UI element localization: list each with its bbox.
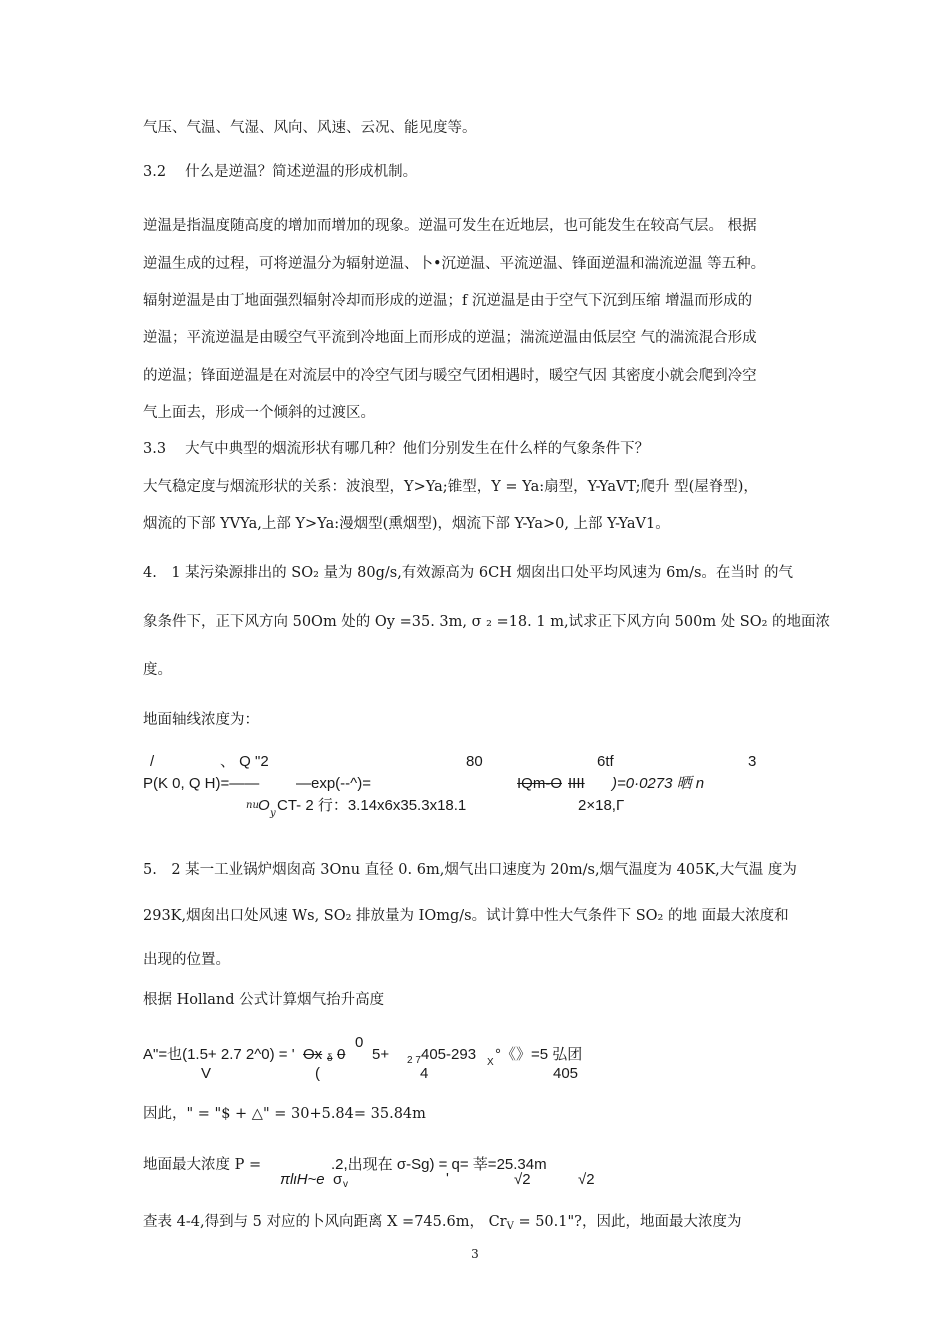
text-line: 度。 [143, 662, 172, 678]
text-line: 大气稳定度与烟流形状的关系：波浪型，Y>Ya;锥型，Y = Ya:扇型，Y-YaVT;爬升 型(屋脊型)， [143, 479, 758, 495]
eq2-text: 2 7 [407, 1055, 421, 1066]
text-line: 辐射逆温是由丁地面强烈辐射冷却而形成的逆温；f 沉逆温是由于空气下沉到压缩 增温而形成的 [143, 293, 753, 309]
eq2-text: 4 [420, 1065, 429, 1082]
eq1-text: IQm-O [517, 775, 562, 792]
eq3-text: σ [333, 1171, 343, 1188]
eq3-text: .2,出现在 σ-Sg) = q= 莘=25.34m [331, 1156, 547, 1173]
eq3-text: ' [446, 1170, 449, 1187]
eq1-text: 3 [748, 753, 757, 770]
eq2-text: 0 [355, 1034, 364, 1051]
eq1-text: IIII [568, 775, 585, 792]
question-3-3: 3.3 大气中典型的烟流形状有哪几种？他们分别发生在什么样的气象条件下？ [143, 441, 650, 457]
eq2-text: A"=也(1.5+ 2.7 2^0) = ' [143, 1046, 295, 1063]
text-line: 根据 Holland 公式计算烟气抬升高度 [143, 992, 385, 1008]
eq2-text: 5+ [372, 1046, 390, 1063]
eq1-text: )=0·0273 晒 n [612, 775, 705, 792]
eq1-text: —exp(--^)= [296, 775, 371, 792]
text-segment: = 50.1"?，因此，地面最大浓度为 [513, 1214, 742, 1230]
text-line: 烟流的下部 YVYa,上部 Y>Ya:漫烟型(熏烟型)，烟流下部 Y-Ya>0, 上部 Y-YaV1。 [143, 516, 670, 532]
eq1-text: 2×18,Γ [578, 797, 625, 814]
text-line: 出现的位置。 [143, 952, 230, 968]
eq1-text: 80 [466, 753, 483, 770]
text-line: 地面轴线浓度为： [143, 712, 259, 728]
question-3-2: 3.2 什么是逆温？简述逆温的形成机制。 [143, 164, 418, 180]
eq1-text: y [270, 808, 276, 819]
eq3-text: v [343, 1179, 348, 1190]
eq2-text: δ [327, 1053, 333, 1064]
eq3-text: 地面最大浓度 P = [143, 1157, 262, 1173]
eq2-text: °《》=5 弘团 [495, 1046, 583, 1063]
eq1-text: CT- 2 行：3.14x6x35.3x18.1 [277, 797, 467, 814]
eq1-text: 6tf [597, 753, 614, 770]
text-line: 气上面去，形成一个倾斜的过渡区。 [143, 405, 375, 421]
text-line: 293K,烟囱出口处风速 Ws, SO₂ 排放量为 IOmg/s。试计算中性大气条件下 SO₂ 的地 面最大浓度和 [143, 908, 789, 924]
eq1-text: / [150, 753, 155, 770]
eq1-text: 、 Q "2 [220, 753, 269, 770]
eq2-text: V [201, 1065, 212, 1082]
subscript-v: V [506, 1221, 514, 1232]
eq3-text: πlιH~e [280, 1171, 325, 1188]
eq2-text: 405-293 [421, 1046, 477, 1063]
text-line: 逆温是指温度随高度的增加而增加的现象。逆温可发生在近地层，也可能发生在较高气层。 根据 [143, 218, 757, 234]
problem-5-2: 5. 2 某一工业锅炉烟囱高 3Onu 直径 0. 6m,烟气出口速度为 20m∕s,烟气温度为 405K,大气温 度为 [143, 862, 797, 878]
eq1-text: P(K 0, Q H)=—— [143, 775, 260, 792]
eq2-text: Ox [303, 1046, 323, 1063]
text-line: 象条件下，正下风方向 50Om 处的 Oy =35. 3m, σ ₂ =18. 1 m,试求正下风方向 500m 处 SO₂ 的地面浓 [143, 614, 831, 630]
text-line: 逆温；平流逆温是由暖空气平流到冷地面上而形成的逆温；湍流逆温由低层空 气的湍流混合形成 [143, 330, 757, 346]
text-line: 气压、气温、气湿、风向、风速、云况、能见度等。 [143, 120, 477, 136]
text-segment: 查表 4-4,得到与 5 对应的卜风向距离 X =745.6m， Cr [143, 1214, 507, 1230]
eq2-text: 405 [553, 1065, 579, 1082]
text-line [143, 1212, 741, 1237]
eq2-text: ( [315, 1065, 320, 1082]
eq2-text: 0 [337, 1046, 346, 1063]
eq1-text: O [258, 797, 270, 814]
eq3-text: √2 [578, 1171, 595, 1188]
page-number: 3 [471, 1247, 479, 1261]
eq1-text: nu [246, 800, 259, 811]
eq2-text: X [487, 1057, 494, 1068]
problem-4-1: 4. 1 某污染源排出的 SO₂ 量为 80g/s,有效源高为 6CH 烟囱出口处平均风速为 6m/s。在当时 的气 [143, 565, 793, 581]
text-line: 的逆温；锋面逆温是在对流层中的冷空气团与暖空气团相遇时，暖空气因 其密度小就会爬到冷空 [143, 368, 757, 384]
eq3-text: √2 [514, 1171, 531, 1188]
text-line: 因此，" = "$ + △" = 30+5.84= 35.84m [143, 1106, 426, 1122]
text-line: 逆温生成的过程，可将逆温分为辐射逆温、卜•沉逆温、平流逆温、锋面逆温和湍流逆温 等五种。 [143, 256, 766, 272]
